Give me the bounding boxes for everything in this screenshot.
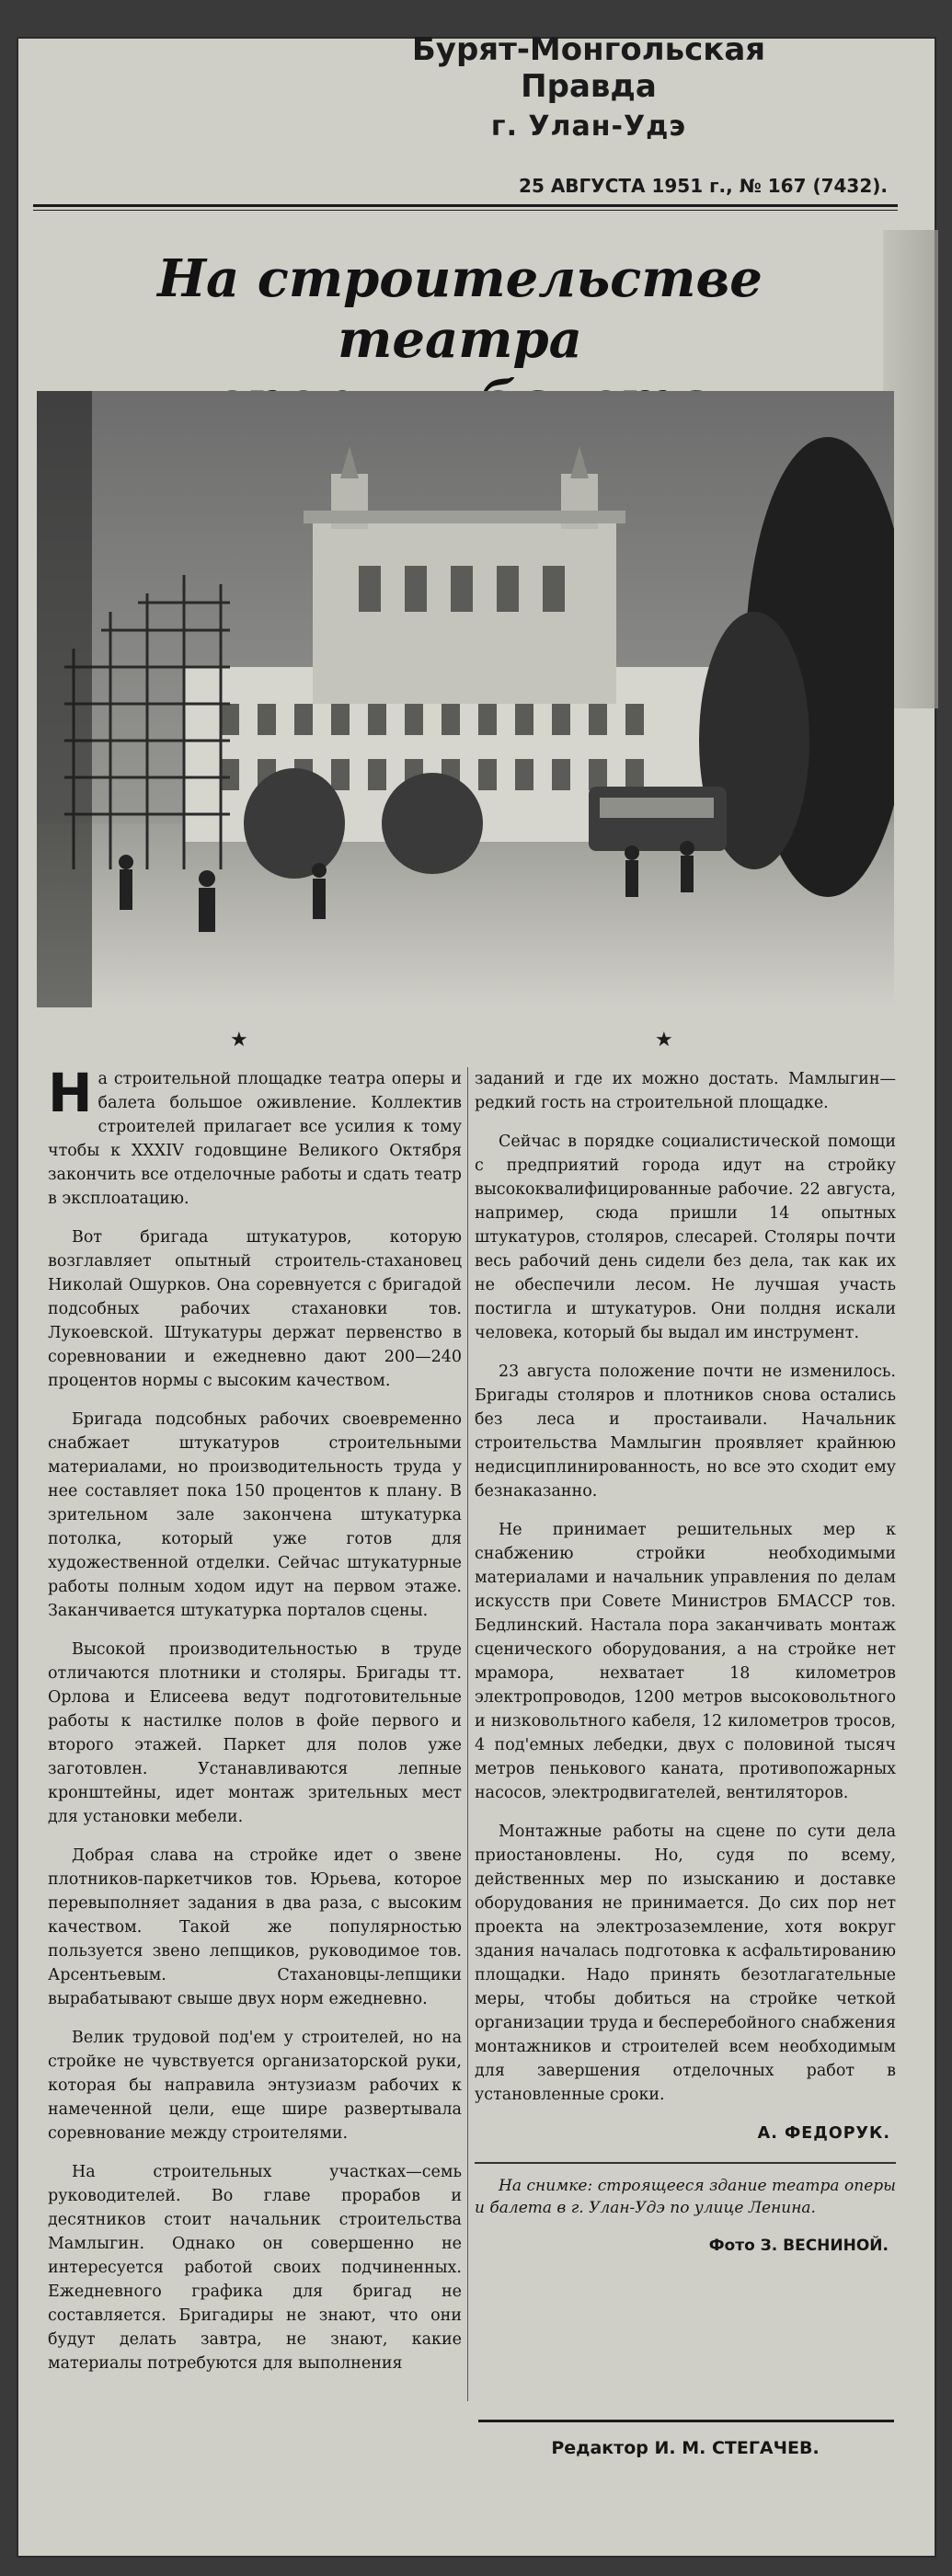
article-photo: [37, 391, 894, 1007]
bus: [589, 787, 727, 851]
issue-dateline: 25 АВГУСТА 1951 г., № 167 (7432).: [519, 175, 888, 197]
paragraph: Высокой производительностью в труде отличаются плотники и столяры. Бригады тт. Орлова и Елисеева ведут подготовительные работы к настилке полов в фойе первого и второго этажей. Паркет для полов уже заготовлен. Устанавливаются лепные кронштейны, идет монтаж зрительных мест для установки мебели.: [48, 1640, 462, 1826]
article-author: А. ФЕДОРУК.: [757, 2124, 890, 2143]
top-rule: [33, 204, 898, 207]
newspaper-city: г. Улан-Удэ: [490, 110, 687, 143]
paragraph: Бригада подсобных рабочих своевременно снабжает штукатуров строительными материалами, но производительность труда у нее составляет пока 150 процентов к плану. В зрительном зале закончена штукатурка потолка, который уже готов для художественной отделки. Сейчас штукатурные работы полным ходом идут на первом этаже. Заканчивается штукатурка порталов сцены.: [48, 1410, 462, 1620]
editor-signature: Редактор И. М. СТЕГАЧЕВ.: [551, 2438, 820, 2458]
paragraph: Сейчас в порядке социалистической помощи с предприятий города идут на стройку высококвалифицированные рабочие. 22 августа, например, сюда пришли 14 опытных штукатуров, столяров, слесарей. Столяры почти весь рабочий день сидели без дела, так как их не обеспечили лесом. Не лучшая участь постигла и штукатуров. Они полдня искали человека, который бы выдал им инструмент.: [475, 1133, 896, 1342]
top-rule-thin: [33, 210, 898, 211]
paragraph: Велик трудовой под'ем у строителей, но на стройке не чувствуется организаторской руки, которая бы направила энтузиазм рабочих к намеченной цели, еще шире развертывала соревнование между строителями.: [48, 2029, 462, 2143]
paragraph: На строительных участках—семь руководителей. Во главе прорабов и десятников стоит начальник строительства Мамлыгин. Однако он совершенно не интересуется работой своих подчиненных. Ежедневного графика для бригад не составляется. Бригадиры не знают, что они будут делать завтра, не знают, какие материалы потребуются для выполнения: [48, 2163, 462, 2373]
photo-caption: На снимке: строящееся здание театра оперы и балета в г. Улан-Удэ по улице Ленина.: [475, 2162, 896, 2219]
paragraph: На строительной площадке театра оперы и балета большое оживление. Коллектив строителей прилагает все усилия к тому чтобы к XXXIV годовщине Великого Октября закончить все отделочные работы и сдать театр в эксплоатацию.: [48, 1062, 462, 1208]
masthead: [350, 31, 828, 143]
column-divider: [467, 1067, 468, 2401]
article-column-right: [475, 1067, 896, 2258]
paragraph: Добрая слава на стройке идет о звене плотников-паркетчиков тов. Юрьева, которое перевыполняет задания в два раза, с высоким качеством. Такой же популярностью пользуется звено лепщиков, руководимое тов. Арсентьевым. Стахановцы-лепщики вырабатывают свыше двух норм ежедневно.: [48, 1846, 462, 2008]
headline-line-1: На строительстве театра: [157, 248, 763, 370]
drop-cap: Н: [48, 1062, 93, 1124]
editor-rule: [478, 2420, 894, 2422]
paragraph: Вот бригада штукатуров, которую возглавляет опытный строитель-стахановец Николай Ошурков. Она соревнуется с бригадой подсобных рабочих стахановки тов. Лукоевской. Штукатуры держат первенство в соревновании и ежедневно дают 200—240 процентов нормы с высоким качеством.: [48, 1228, 462, 1390]
paragraph: Монтажные работы на сцене по сути дела приостановлены. Но, судя по всему, действенных мер по изысканию и доставке оборудования не принимается. До сих пор нет проекта на электрозаземление, хотя вокруг здания началась подготовка к асфальтированию площадки. Надо принять безотлагательные меры, чтобы добиться на стройке четкой организации труда и бесперебойного снабжения монтажников и строителей всем необходимым для завершения отделочных работ в установленные сроки.: [475, 1823, 896, 2104]
ornament-star-left: ★: [230, 1029, 248, 1052]
ornament-star-right: ★: [655, 1029, 673, 1052]
paragraph: 23 августа положение почти не изменилось. Бригады столяров и плотников снова остались без леса и простаивали. Начальник строительства Мамлыгин проявляет крайнюю недисциплинированность, но все это сходит ему безнаказанно.: [475, 1363, 896, 1501]
photo-credit: Фото З. ВЕСНИНОЙ.: [708, 2237, 889, 2255]
article-column-left: [48, 1062, 462, 2390]
theatre-photo-illustration: [37, 391, 894, 1007]
paragraph: Не принимает решительных мер к снабжению стройки необходимыми материалами и начальник управления по делам искусств при Совете Министров БМАССР тов. Бедлинский. Настала пора заканчивать монтаж сценического оборудования, а на стройке нет мрамора, нехватает 18 километров электропроводов, 1200 метров высоковольтного и низковольтного кабеля, 12 километров тросов, 4 под'емных лебедки, двух с половиной тысяч метров пенькового каната, противопожарных насосов, электродвигателей, вентиляторов.: [475, 1521, 896, 1802]
newspaper-name: Бурят-Монгольская Правда: [411, 31, 766, 105]
paragraph: заданий и где их можно достать. Мамлыгин—редкий гость на строительной площадке.: [475, 1070, 896, 1112]
